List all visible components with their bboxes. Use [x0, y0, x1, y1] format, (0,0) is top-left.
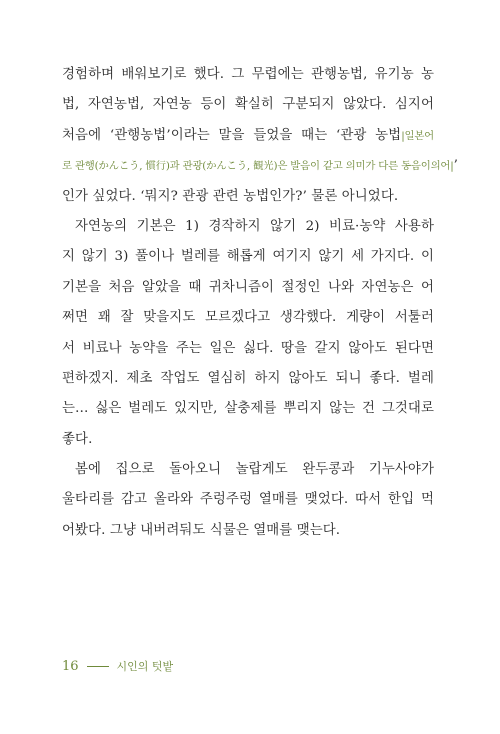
- page-number: 16: [62, 658, 79, 674]
- translator-note: 로 관행(かんこう, 慣行)과 관광(かんこう, 観光)은 발음이 같고 의미가 다른 동음이의어|: [62, 160, 454, 173]
- body-line-text: 처음에 ‘관행농법’이라는 말을 들었을 때는 ‘관광 농법: [62, 127, 402, 143]
- body-line: 자연농의 기본은 1) 경작하지 않기 2) 비료·농약 사용하: [75, 218, 434, 234]
- running-title: 시인의 텃밭: [116, 660, 174, 673]
- body-line: 어봤다. 그냥 내버려둬도 식물은 열매를 맺는다.: [62, 522, 341, 538]
- body-line: 쩌면 꽤 잘 맞을지도 모르겠다고 생각했다. 게량이 서툴러: [62, 310, 434, 326]
- body-line: 지 않기 3) 풀이나 벌레를 해롭게 여기지 않기 세 가지다. 이: [62, 249, 434, 265]
- body-line: 는… 싫은 벌레도 있지만, 살충제를 뿌리지 않는 건 그것대로: [62, 401, 434, 417]
- body-line: 편하겠지. 제초 작업도 열심히 하지 않아도 되니 좋다. 벌레: [62, 370, 434, 386]
- page-footer: [62, 658, 173, 674]
- body-line: 경험하며 배워보기로 했다. 그 무렵에는 관행농법, 유기농 농: [62, 67, 434, 82]
- body-line: 인가 싶었다. ‘뭐지? 관광 관련 농법인가?’ 물론 아니었다.: [62, 188, 399, 204]
- body-line-with-note: [62, 121, 434, 151]
- body-line: 봄에 집으로 돌아오니 놀랍게도 완두콩과 기누사야가: [75, 462, 434, 478]
- body-line: 법, 자연농법, 자연농 등이 확실히 구분되지 않았다. 심지어: [62, 97, 434, 113]
- body-line: 기본을 처음 알았을 때 귀차니즘이 절정인 나와 자연농은 어: [62, 279, 434, 295]
- closing-quote: ’: [453, 158, 458, 174]
- footer-divider: [87, 666, 109, 667]
- body-line: 울타리를 감고 올라와 주렁주렁 열매를 맺었다. 따서 한입 먹: [62, 492, 434, 508]
- body-line: 좋다.: [62, 431, 93, 447]
- translator-note-start: |일본어: [401, 129, 434, 142]
- translator-note-line: [62, 151, 458, 181]
- body-text: [62, 60, 458, 546]
- body-line: 서 비료나 농약을 주는 일은 싫다. 땅을 갈지 않아도 된다면: [62, 340, 434, 356]
